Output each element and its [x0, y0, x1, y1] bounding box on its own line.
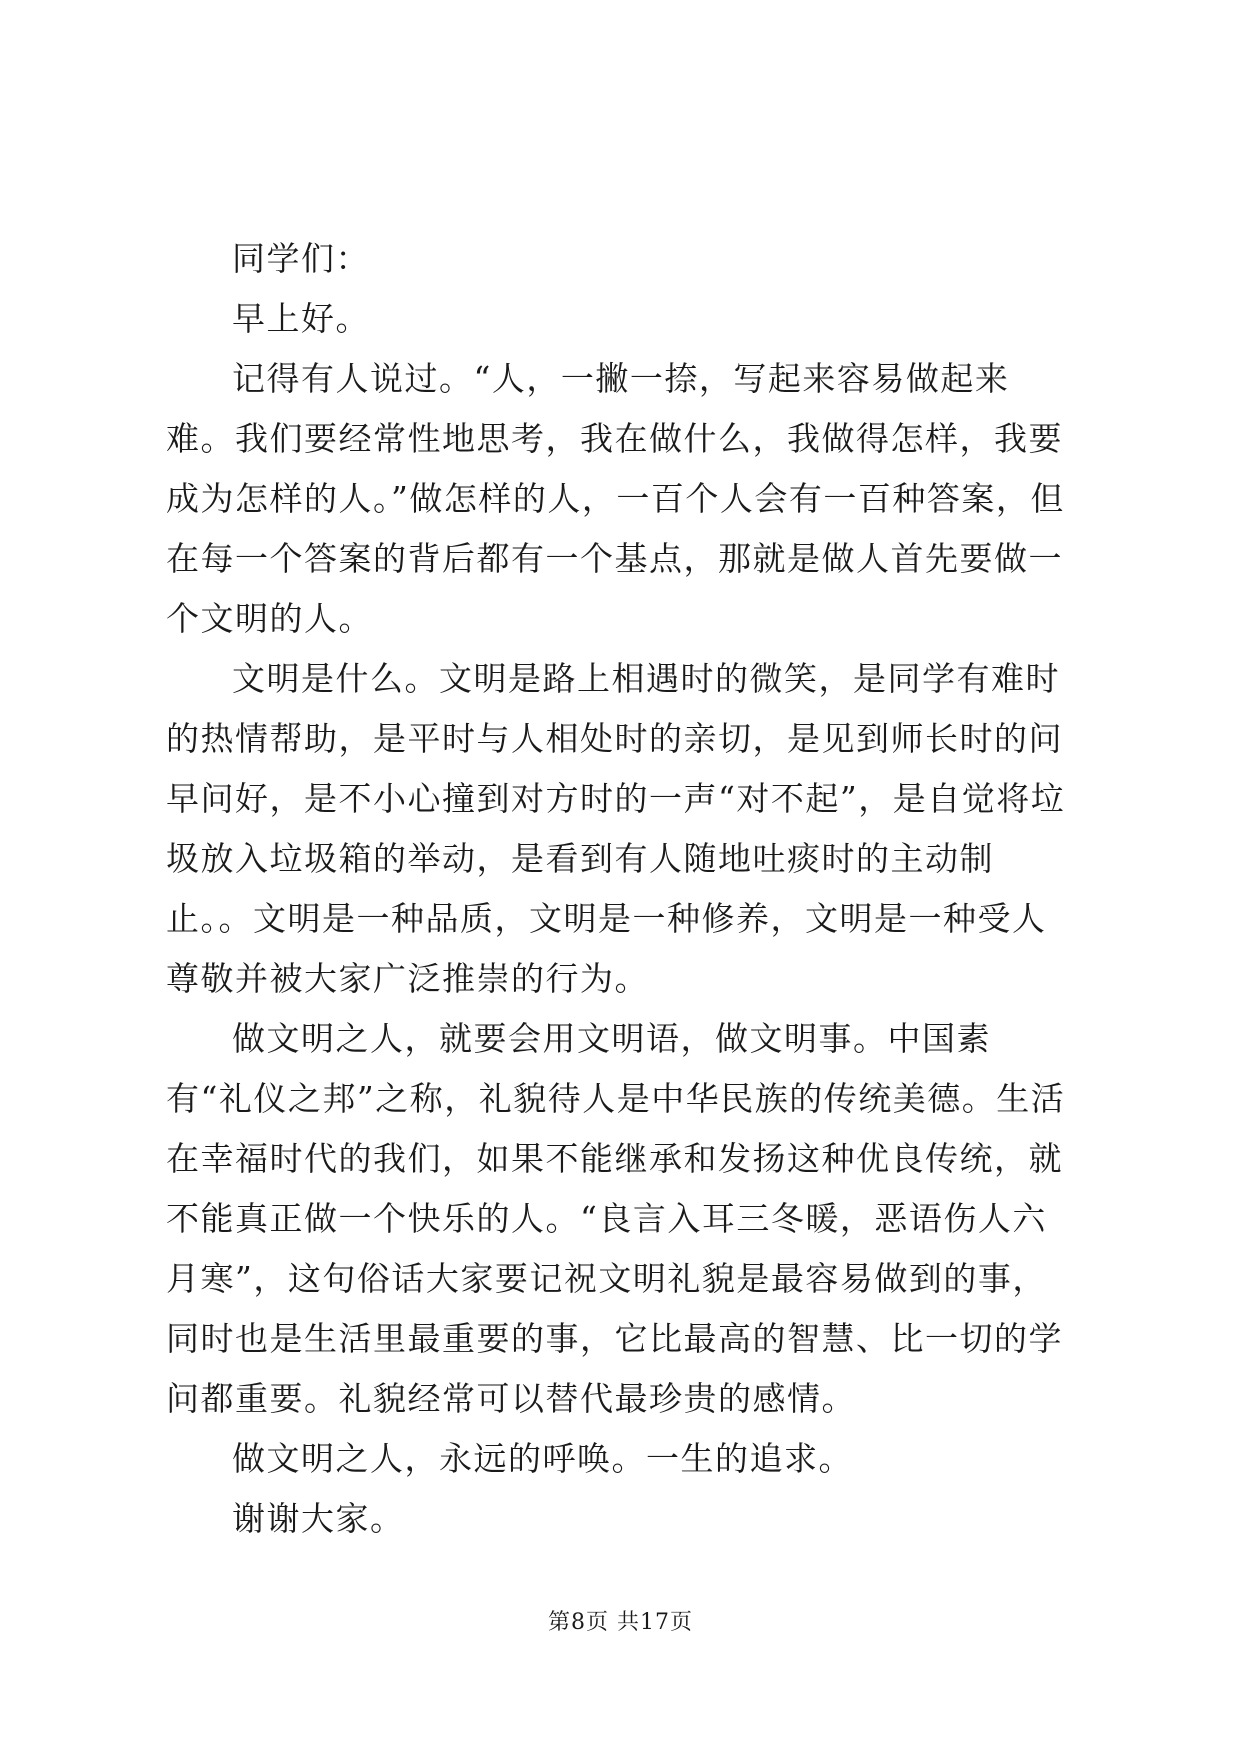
document-body [166, 229, 1076, 1549]
paragraph-good-morning: 早上好。 [232, 299, 370, 338]
paragraph-conclusion: 做文明之人，永远的呼唤。一生的追求。 [232, 1439, 853, 1478]
paragraph-what-is-civility: 文明是什么。文明是路上相遇时的微笑，是同学有难时的热情帮助，是平时与人相处时的亲切，是见到师长时的问早问好，是不小心撞到对方时的一声“对不起”，是自觉将垃圾放入垃圾箱的举动，是看到有人随地吐痰时的主动制止。。文明是一种品质，文明是一种修养，文明是一种受人尊敬并被大家广泛推崇的行为。 [166, 659, 1066, 998]
paragraph-civil-language: 做文明之人，就要会用文明语，做文明事。中国素有“礼仪之邦”之称，礼貌待人是中华民族的传统美德。生活在幸福时代的我们，如果不能继承和发扬这种优良传统，就不能真正做一个快乐的人。“良言入耳三冬暖，恶语伤人六月寒”，这句俗话大家要记祝文明礼貌是最容易做到的事，同时也是生活里最重要的事，它比最高的智慧、比一切的学问都重要。礼貌经常可以替代最珍贵的感情。 [166, 1019, 1066, 1418]
page-number-footer: 第8页 共17页 [548, 1610, 693, 1635]
paragraph-intro: 记得有人说过。“人，一撇一捺，写起来容易做起来难。我们要经常性地思考，我在做什么，我做得怎样，我要成为怎样的人。”做怎样的人，一百个人会有一百种答案，但在每一个答案的背后都有一个基点，那就是做人首先要做一个文明的人。 [166, 359, 1065, 638]
paragraph-greeting: 同学们： [232, 239, 370, 278]
paragraph-thanks: 谢谢大家。 [232, 1499, 405, 1538]
